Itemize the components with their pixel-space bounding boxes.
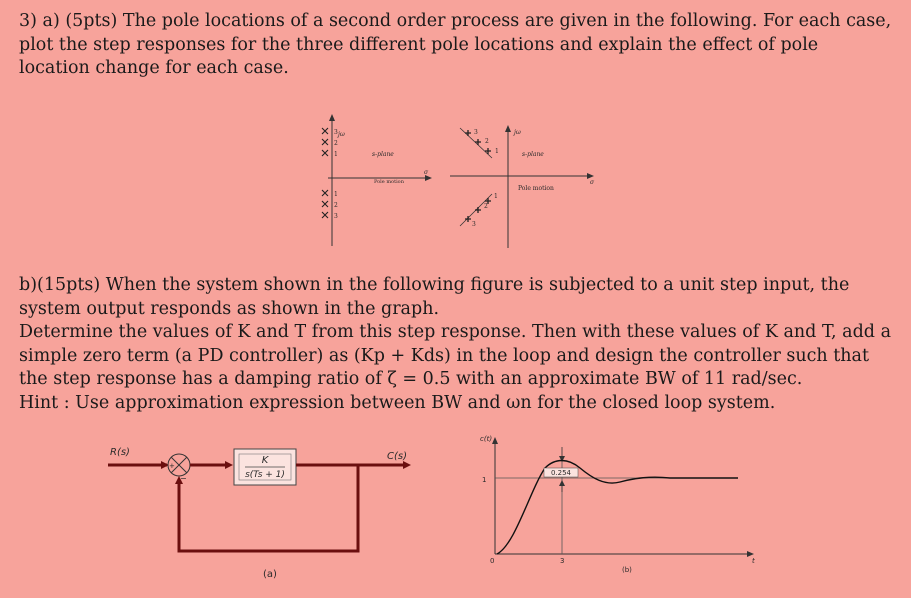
pole-label-l2: 2	[334, 140, 338, 147]
y-axis-label: c(t)	[480, 435, 493, 443]
caption-a: (a)	[263, 569, 277, 580]
s-plane-label-left: s-plane	[372, 151, 394, 158]
pole-label-l4: 1	[334, 191, 338, 198]
pole-label-l3: 1	[334, 151, 338, 158]
step-response-chart	[470, 430, 770, 590]
pole-plot-right	[446, 122, 606, 250]
pole-label-r6: 3	[472, 221, 476, 228]
pole-label-r5: 2	[484, 203, 488, 210]
pole-label-r3: 1	[495, 148, 499, 155]
sigma-label-right: σ	[590, 179, 595, 186]
output-label: C(s)	[387, 451, 407, 462]
t-axis-label: t	[752, 557, 755, 565]
question-b-text	[19, 274, 894, 415]
question-a-text: 3) a) (5pts) The pole locations of a second order process are given in the following. For each case, plot the step responses for the three different pole locations and explain the effect of pole location change for each case.	[19, 11, 892, 78]
pole-label-r2: 2	[485, 138, 489, 145]
plus-sign: +	[169, 462, 175, 470]
minus-sign: −	[180, 474, 187, 483]
origin-label: 0	[490, 557, 495, 565]
jw-label-right: jω	[514, 129, 521, 136]
pole-motion-label-left: Pole motion	[374, 179, 404, 185]
sigma-label-left: σ	[424, 169, 429, 176]
s-plane-label-right: s-plane	[522, 151, 544, 158]
input-label: R(s)	[110, 447, 130, 458]
question-b-line2: Determine the values of K and T from this step response. Then with these values of K and T, add a simple zero term (a PD controller) as (Kp + Kds) in the loop and design the controller such that the step response has a damping ratio of ζ = 0.5 with an approximate BW of 11 rad/sec.	[19, 322, 892, 389]
pole-plot-left	[318, 112, 438, 250]
time-label: 3	[560, 557, 565, 565]
jw-label-left: jω	[338, 131, 345, 138]
pole-label-l6: 3	[334, 213, 338, 220]
step-response-curve	[497, 461, 738, 555]
pole-label-l5: 2	[334, 202, 338, 209]
plant-numerator: K	[261, 455, 269, 466]
pole-label-r1: 3	[474, 129, 478, 136]
question-b-line3: Hint : Use approximation expression between BW and ωn for the closed loop system.	[19, 392, 776, 413]
level-label: 1	[482, 476, 487, 484]
question-b-line1: b)(15pts) When the system shown in the following figure is subjected to a unit step input, the system output responds as shown in the graph.	[19, 275, 850, 319]
plant-denominator: s(Ts + 1)	[245, 470, 285, 480]
caption-b: (b)	[622, 566, 632, 574]
overshoot-label: 0.254	[550, 469, 572, 477]
block-diagram	[105, 440, 435, 590]
pole-label-l1: 3	[334, 129, 338, 136]
pole-motion-label-right: Pole motion	[518, 185, 554, 192]
pole-label-r4: 1	[494, 193, 498, 200]
